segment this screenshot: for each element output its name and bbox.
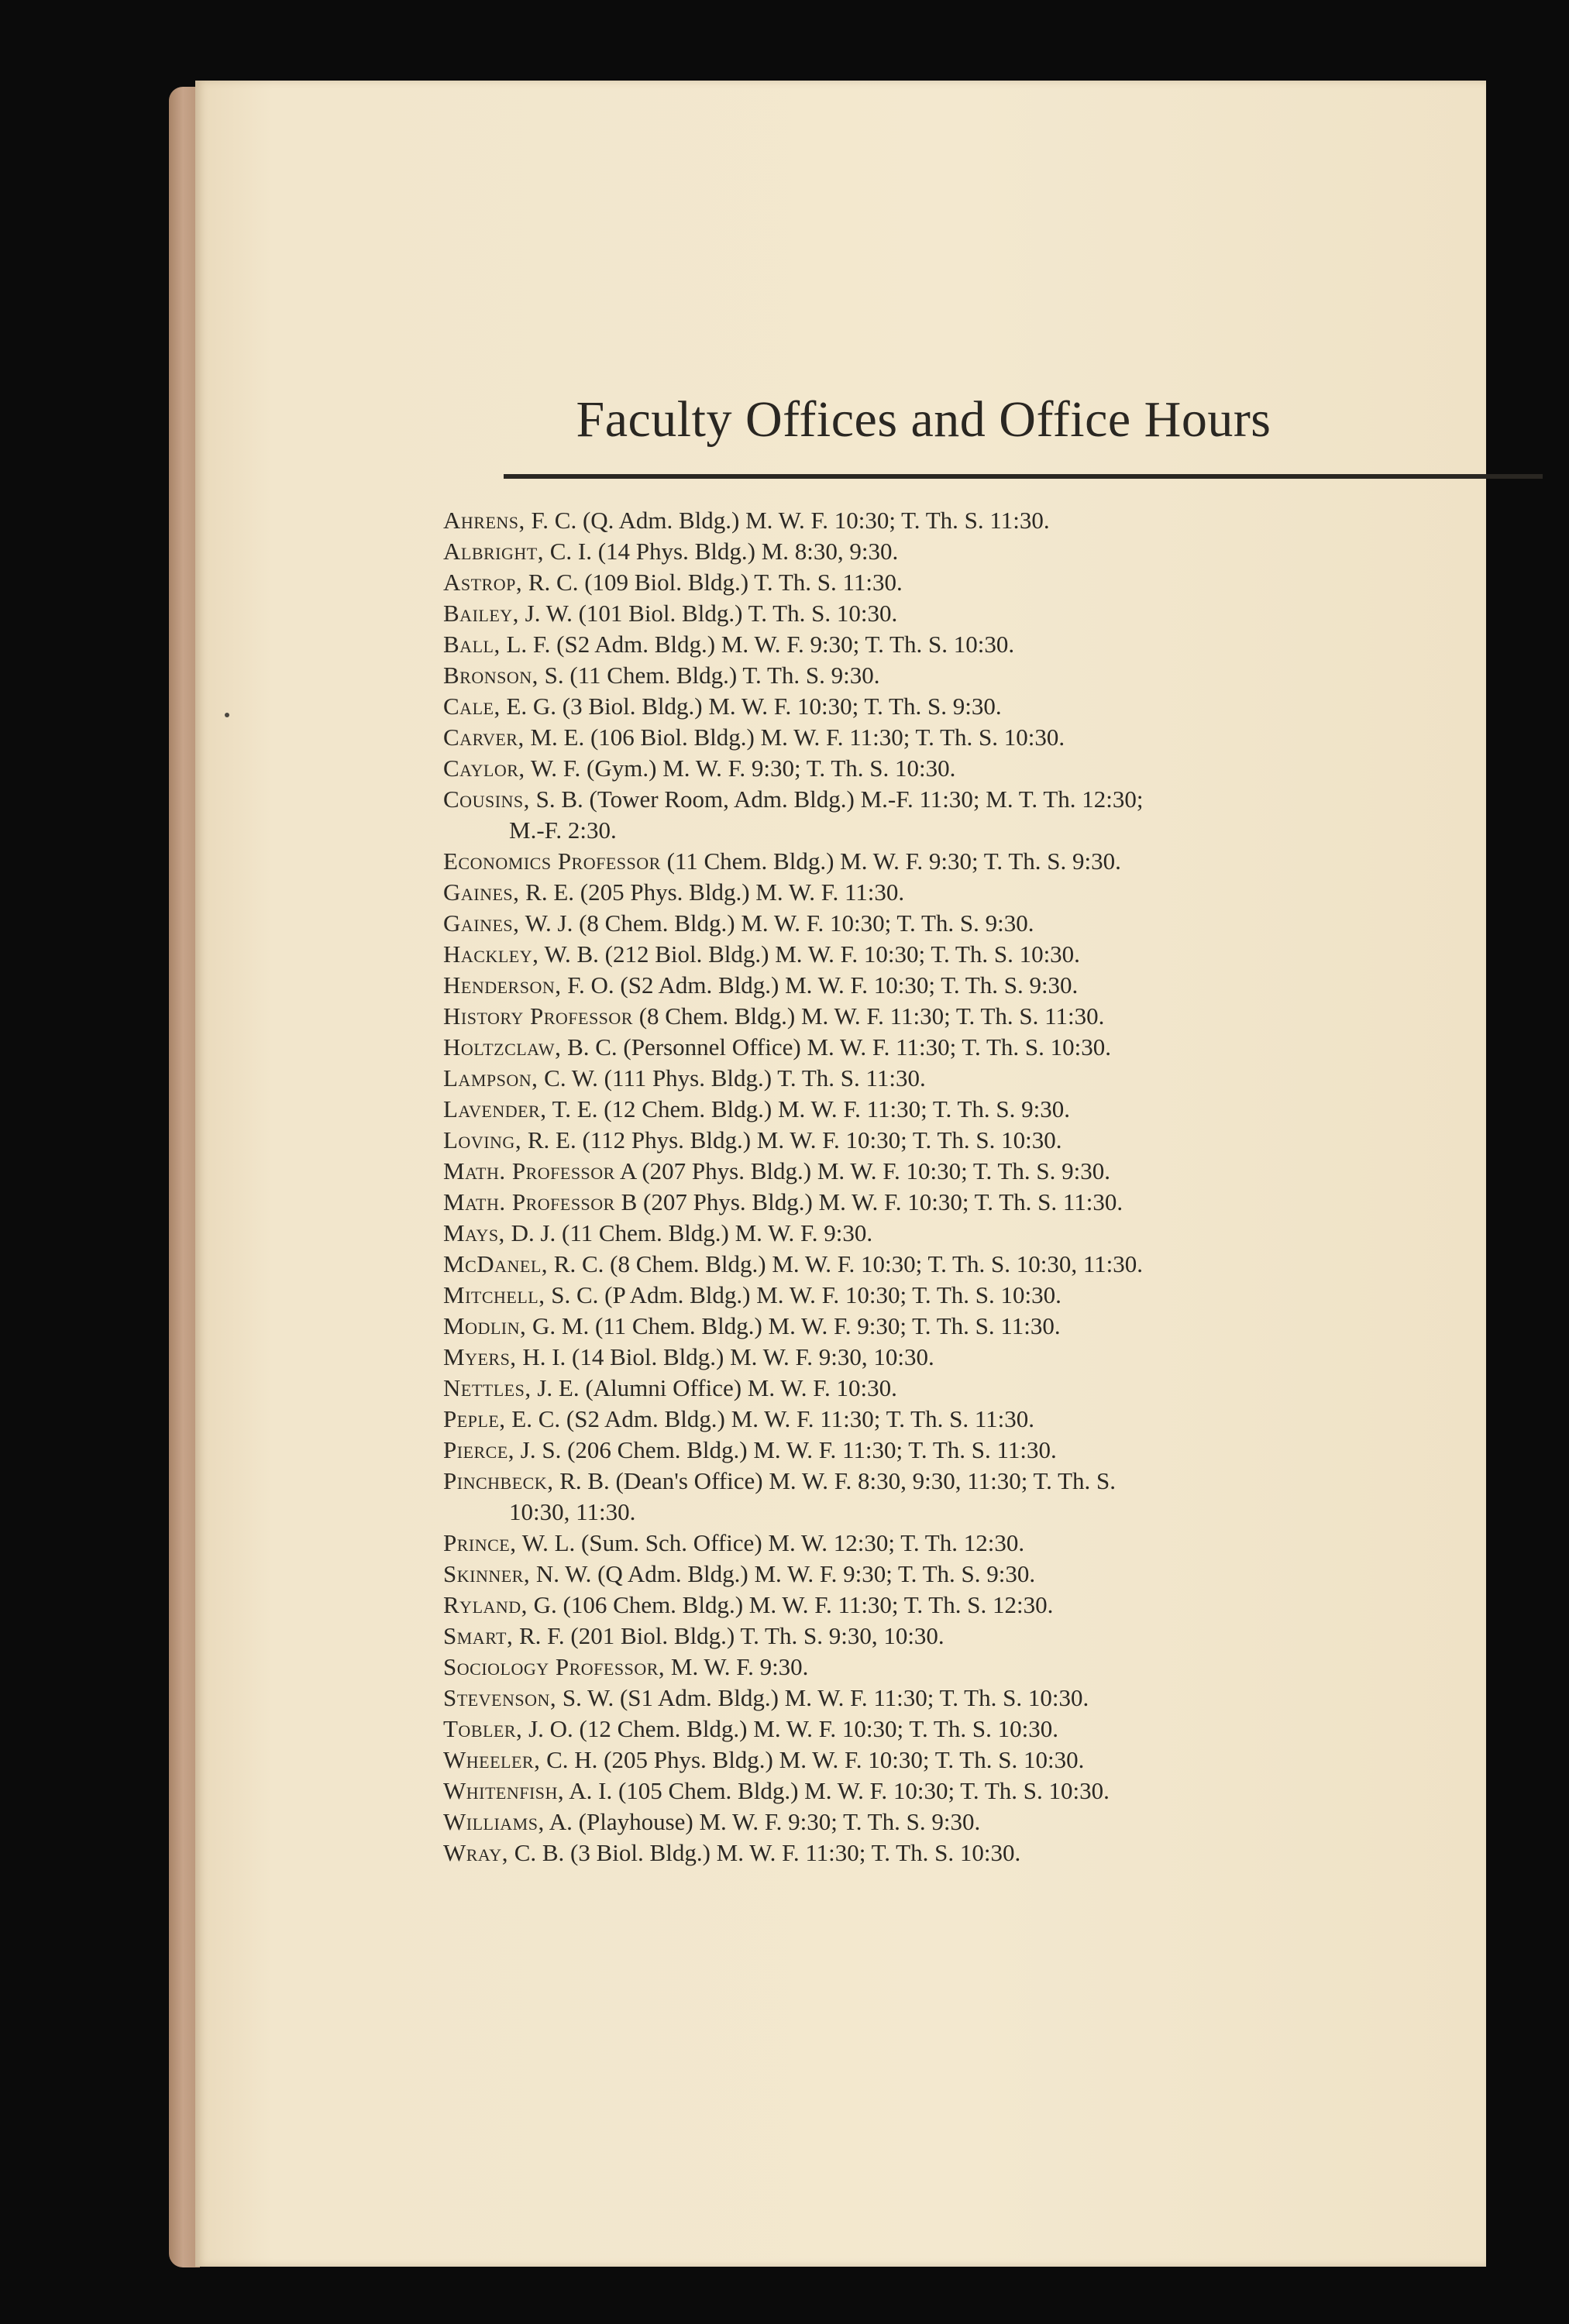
title-rule [504, 474, 1543, 479]
faculty-entry [443, 1528, 1569, 1559]
book-page [195, 81, 1486, 2267]
office-hours-continuation: M.-F. 2:30. [509, 816, 617, 844]
faculty-entry [443, 1094, 1569, 1125]
faculty-entry [443, 1311, 1569, 1342]
faculty-entry [443, 1280, 1569, 1311]
office-hours-detail: R. C. (109 Biol. Bldg.) T. Th. S. 11:30. [522, 569, 903, 596]
faculty-entry [443, 1745, 1569, 1776]
office-hours-detail: S. (11 Chem. Bldg.) T. Th. S. 9:30. [538, 662, 880, 689]
faculty-name: Lavender, [443, 1095, 547, 1122]
faculty-entry [443, 1807, 1569, 1838]
faculty-entry [443, 753, 1569, 784]
office-hours-detail: W. F. (Gym.) M. W. F. 9:30; T. Th. S. 10:30. [525, 755, 956, 782]
office-hours-detail: (8 Chem. Bldg.) M. W. F. 11:30; T. Th. S. 11:30. [632, 1002, 1105, 1030]
faculty-entry [443, 629, 1569, 660]
faculty-name: Peple, [443, 1405, 506, 1432]
faculty-name: Caylor, [443, 755, 525, 782]
faculty-name: Gaines, [443, 909, 520, 937]
office-hours-detail: M. W. F. 9:30. [665, 1653, 809, 1680]
faculty-entry [443, 536, 1569, 567]
office-hours-detail: E. G. (3 Biol. Bldg.) M. W. F. 10:30; T. Th. S. 9:30. [500, 693, 1002, 720]
faculty-entry [443, 1125, 1569, 1156]
faculty-name: Ryland, [443, 1591, 528, 1618]
faculty-entry [443, 1063, 1569, 1094]
office-hours-continuation: 10:30, 11:30. [509, 1498, 636, 1525]
office-hours-detail: E. C. (S2 Adm. Bldg.) M. W. F. 11:30; T. Th. S. 11:30. [505, 1405, 1035, 1432]
office-hours-detail: W. J. (8 Chem. Bldg.) M. W. F. 10:30; T. Th. S. 9:30. [519, 909, 1034, 937]
office-hours-detail: R. E. (112 Phys. Bldg.) M. W. F. 10:30; T. Th. S. 10:30. [521, 1126, 1062, 1153]
office-hours-detail: S. W. (S1 Adm. Bldg.) M. W. F. 11:30; T. Th. S. 10:30. [556, 1684, 1089, 1711]
faculty-name: Holtzclaw, [443, 1033, 562, 1061]
faculty-name: Myers, [443, 1343, 517, 1370]
faculty-entry [443, 1032, 1569, 1063]
faculty-name: Bronson, [443, 662, 538, 689]
office-hours-detail: R. B. (Dean's Office) M. W. F. 8:30, 9:30, 11:30; T. Th. S. [553, 1467, 1117, 1494]
faculty-name: Skinner, [443, 1560, 531, 1587]
office-hours-detail: F. O. (S2 Adm. Bldg.) M. W. F. 10:30; T. Th. S. 9:30. [561, 971, 1079, 999]
faculty-name: Wray, [443, 1839, 508, 1866]
faculty-entry [443, 877, 1569, 908]
office-hours-detail: T. E. (12 Chem. Bldg.) M. W. F. 11:30; T. Th. S. 9:30. [546, 1095, 1071, 1122]
faculty-entry [443, 1249, 1569, 1280]
office-hours-detail: G. M. (11 Chem. Bldg.) M. W. F. 9:30; T. Th. S. 11:30. [526, 1312, 1061, 1339]
faculty-entry [443, 1621, 1569, 1652]
office-hours-detail: N. W. (Q Adm. Bldg.) M. W. F. 9:30; T. Th. S. 9:30. [530, 1560, 1036, 1587]
office-hours-detail: J. W. (101 Biol. Bldg.) T. Th. S. 10:30. [518, 600, 898, 627]
office-hours-detail: G. (106 Chem. Bldg.) M. W. F. 11:30; T. Th. S. 12:30. [527, 1591, 1054, 1618]
office-hours-detail: B (207 Phys. Bldg.) M. W. F. 10:30; T. Th. S. 11:30. [614, 1188, 1123, 1215]
office-hours-detail: S. B. (Tower Room, Adm. Bldg.) M.-F. 11:30; M. T. Th. 12:30; [529, 786, 1144, 813]
faculty-entry [443, 784, 1569, 846]
faculty-entry [443, 1373, 1569, 1404]
office-hours-detail: H. I. (14 Biol. Bldg.) M. W. F. 9:30, 10:30. [516, 1343, 934, 1370]
faculty-entry [443, 1559, 1569, 1590]
faculty-entry [443, 846, 1569, 877]
page-title [195, 390, 1486, 449]
faculty-entry [443, 1466, 1569, 1528]
office-hours-detail: B. C. (Personnel Office) M. W. F. 11:30; T. Th. S. 10:30. [561, 1033, 1111, 1061]
faculty-entry [443, 1714, 1569, 1745]
office-hours-detail: M. E. (106 Biol. Bldg.) M. W. F. 11:30; T. Th. S. 10:30. [524, 724, 1065, 751]
faculty-name: Economics Professor [443, 847, 661, 875]
faculty-entry [443, 1342, 1569, 1373]
faculty-entry [443, 660, 1569, 691]
faculty-name: Loving, [443, 1126, 522, 1153]
office-hours-detail: C. W. (111 Phys. Bldg.) T. Th. S. 11:30. [538, 1064, 926, 1092]
faculty-entry [443, 1435, 1569, 1466]
office-hours-detail: S. C. (P Adm. Bldg.) M. W. F. 10:30; T. Th. S. 10:30. [545, 1281, 1061, 1308]
faculty-name: Tobler, [443, 1715, 523, 1742]
faculty-name: Hackley, [443, 940, 539, 968]
faculty-list [443, 505, 1569, 1868]
faculty-entry [443, 1218, 1569, 1249]
faculty-name: Mays, [443, 1219, 505, 1246]
stray-mark [225, 713, 229, 717]
faculty-entry [443, 939, 1569, 970]
faculty-entry [443, 1187, 1569, 1218]
faculty-name: Math. Professor [443, 1188, 615, 1215]
faculty-entry [443, 1776, 1569, 1807]
faculty-name: Carver, [443, 724, 525, 751]
faculty-entry [443, 1683, 1569, 1714]
faculty-name: Modlin, [443, 1312, 527, 1339]
office-hours-detail: J. S. (206 Chem. Bldg.) M. W. F. 11:30; T. Th. S. 11:30. [514, 1436, 1057, 1463]
faculty-name: McDanel, [443, 1250, 549, 1277]
page-title-text: Faculty Offices and Office Hours [576, 391, 1271, 448]
office-hours-detail: R. C. (8 Chem. Bldg.) M. W. F. 10:30; T. Th. S. 10:30, 11:30. [548, 1250, 1144, 1277]
faculty-name: Pierce, [443, 1436, 515, 1463]
faculty-name: Bailey, [443, 600, 519, 627]
faculty-name: Cale, [443, 693, 501, 720]
faculty-entry [443, 1001, 1569, 1032]
faculty-entry [443, 1838, 1569, 1868]
faculty-name: Henderson, [443, 971, 562, 999]
faculty-name: Prince, [443, 1529, 517, 1556]
faculty-entry [443, 908, 1569, 939]
faculty-name: Pinchbeck, [443, 1467, 554, 1494]
office-hours-detail: C. H. (205 Phys. Bldg.) M. W. F. 10:30; T. Th. S. 10:30. [540, 1746, 1085, 1773]
office-hours-detail: C. I. (14 Phys. Bldg.) M. 8:30, 9:30. [543, 538, 899, 565]
faculty-name: Williams, [443, 1808, 545, 1835]
faculty-name: Albright, [443, 538, 544, 565]
faculty-name: Astrop, [443, 569, 523, 596]
office-hours-detail: R. F. (201 Biol. Bldg.) T. Th. S. 9:30, 10:30. [513, 1622, 944, 1649]
faculty-name: Ahrens, [443, 507, 525, 534]
faculty-entry [443, 970, 1569, 1001]
faculty-entry [443, 598, 1569, 629]
faculty-name: Smart, [443, 1622, 514, 1649]
office-hours-detail: J. E. (Alumni Office) M. W. F. 10:30. [531, 1374, 897, 1401]
office-hours-detail: R. E. (205 Phys. Bldg.) M. W. F. 11:30. [519, 878, 905, 906]
faculty-name: Ball, [443, 631, 501, 658]
office-hours-detail: W. B. (212 Biol. Bldg.) M. W. F. 10:30; T. Th. S. 10:30. [538, 940, 1080, 968]
faculty-entry [443, 691, 1569, 722]
office-hours-detail: A (207 Phys. Bldg.) M. W. F. 10:30; T. Th. S. 9:30. [614, 1157, 1111, 1184]
faculty-entry [443, 505, 1569, 536]
faculty-name: Sociology Professor, [443, 1653, 666, 1680]
office-hours-detail: A. I. (105 Chem. Bldg.) M. W. F. 10:30; T. Th. S. 10:30. [564, 1777, 1110, 1804]
faculty-name: Gaines, [443, 878, 520, 906]
office-hours-detail: (11 Chem. Bldg.) M. W. F. 9:30; T. Th. S. 9:30. [660, 847, 1121, 875]
faculty-entry [443, 1404, 1569, 1435]
office-hours-detail: A. (Playhouse) M. W. F. 9:30; T. Th. S. 9:30. [544, 1808, 981, 1835]
faculty-entry [443, 1590, 1569, 1621]
office-hours-detail: J. O. (12 Chem. Bldg.) M. W. F. 10:30; T. Th. S. 10:30. [522, 1715, 1058, 1742]
office-hours-detail: F. C. (Q. Adm. Bldg.) M. W. F. 10:30; T. Th. S. 11:30. [525, 507, 1050, 534]
office-hours-detail: L. F. (S2 Adm. Bldg.) M. W. F. 9:30; T. Th. S. 10:30. [500, 631, 1015, 658]
faculty-name: History Professor [443, 1002, 633, 1030]
faculty-entry [443, 1652, 1569, 1683]
office-hours-detail: C. B. (3 Biol. Bldg.) M. W. F. 11:30; T. Th. S. 10:30. [508, 1839, 1021, 1866]
faculty-entry [443, 1156, 1569, 1187]
faculty-name: Math. Professor [443, 1157, 615, 1184]
faculty-name: Cousins, [443, 786, 530, 813]
faculty-name: Nettles, [443, 1374, 532, 1401]
faculty-entry [443, 722, 1569, 753]
faculty-name: Mitchell, [443, 1281, 545, 1308]
faculty-name: Stevenson, [443, 1684, 557, 1711]
faculty-entry [443, 567, 1569, 598]
office-hours-detail: D. J. (11 Chem. Bldg.) M. W. F. 9:30. [504, 1219, 873, 1246]
faculty-name: Whitenfish, [443, 1777, 565, 1804]
faculty-name: Wheeler, [443, 1746, 541, 1773]
faculty-name: Lampson, [443, 1064, 538, 1092]
office-hours-detail: W. L. (Sum. Sch. Office) M. W. 12:30; T. Th. 12:30. [516, 1529, 1025, 1556]
